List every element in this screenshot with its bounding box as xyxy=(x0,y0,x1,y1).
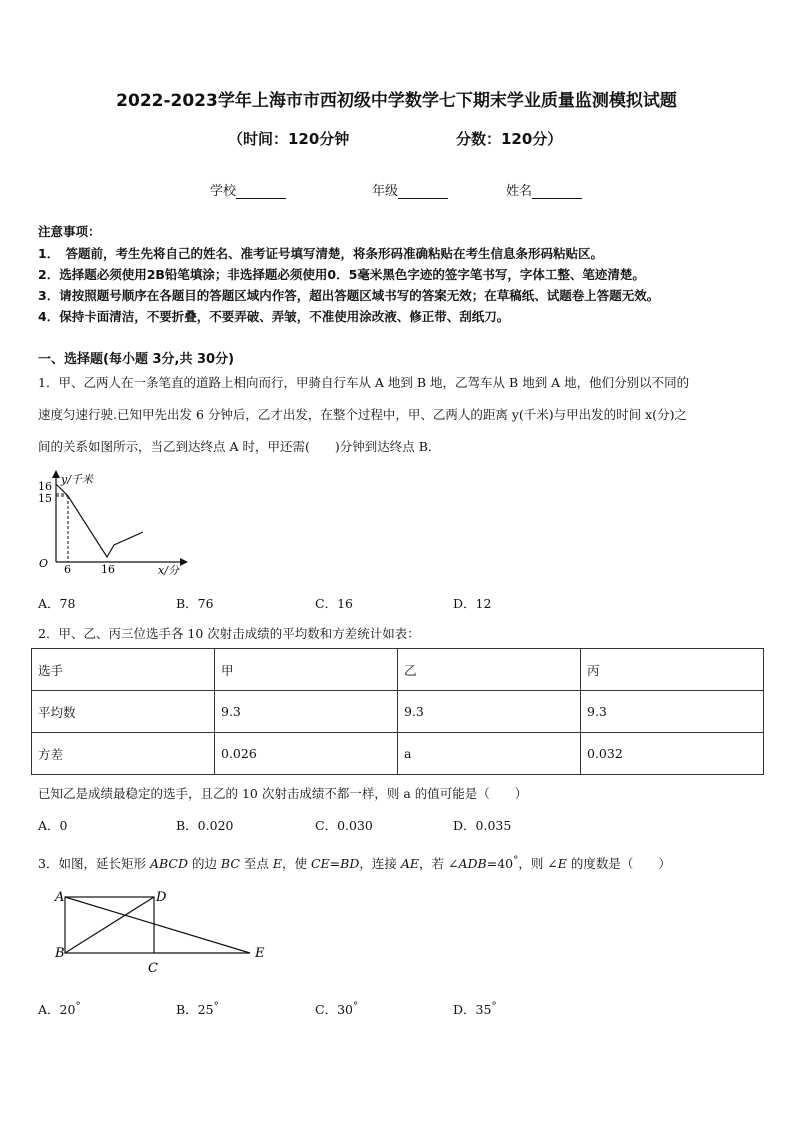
q3-text: 3．如图，延长矩形 xyxy=(38,856,150,872)
degree-mark: ° xyxy=(513,854,519,866)
page-title: 2022-2023学年上海市市西初级中学数学七下期末学业质量监测模拟试题 xyxy=(116,91,677,111)
q3-math: BD xyxy=(340,856,360,872)
option-value: A．20 xyxy=(38,1002,76,1018)
note-item: 3．请按照题号顺序在各题目的答题区域内作答，超出答题区域书写的答案无效；在草稿纸、试题卷上答题无效。 xyxy=(38,288,660,303)
y-axis-label: y/千米 xyxy=(61,473,93,486)
x-axis-label: x/分 xyxy=(158,564,179,577)
q3-math: CE xyxy=(310,856,330,872)
q3-text: ，连接 xyxy=(359,856,401,872)
q1-option-c: C．16 xyxy=(315,596,353,611)
degree-mark: ° xyxy=(352,1000,359,1012)
degree-mark: ° xyxy=(491,1000,497,1012)
degree-mark: ° xyxy=(213,1000,219,1012)
q3-math: ∠ADB xyxy=(448,856,487,872)
table-cell: 9.3 xyxy=(215,691,398,733)
name-field xyxy=(506,180,582,199)
full-score: 分数：120分） xyxy=(456,130,563,148)
q3-math: AE xyxy=(400,856,420,872)
option-value: C．30 xyxy=(315,1002,353,1018)
table-cell: 选手 xyxy=(32,649,215,691)
point-label-d: D xyxy=(156,890,167,905)
table-cell: 丙 xyxy=(581,649,764,691)
table-cell: 0.026 xyxy=(215,733,398,775)
q3-math: BC xyxy=(220,856,240,872)
point-label-b: B xyxy=(55,946,65,961)
table-cell: 0.032 xyxy=(581,733,764,775)
q3-option-c xyxy=(315,1000,358,1018)
q2-option-a: A．0 xyxy=(38,818,68,833)
table-cell: 9.3 xyxy=(398,691,581,733)
table-cell: 9.3 xyxy=(581,691,764,733)
option-value: B．25 xyxy=(176,1002,214,1018)
table-cell: 乙 xyxy=(398,649,581,691)
degree-mark: ° xyxy=(75,1000,81,1012)
q3-text: ，则 xyxy=(518,856,548,872)
point-label-c: C xyxy=(148,961,158,976)
q2-option-b: B．0.020 xyxy=(176,818,234,833)
q1-graph xyxy=(30,466,200,582)
q3-option-b xyxy=(176,1000,219,1018)
q3-figure xyxy=(50,884,280,976)
q3-option-d xyxy=(453,1000,497,1018)
section-heading: 一、选择题(每小题 3分,共 30分) xyxy=(38,352,235,367)
notes-heading: 注意事项： xyxy=(38,224,101,239)
q3-math: ABCD xyxy=(149,856,188,872)
q1-option-b: B．76 xyxy=(176,596,214,611)
q3-question xyxy=(38,854,671,872)
q1-option-a: A．78 xyxy=(38,596,76,611)
table-header-row xyxy=(32,649,764,691)
name-label: 姓名 xyxy=(506,184,533,199)
segment-ae xyxy=(65,897,250,953)
point-label-e: E xyxy=(255,946,265,961)
table-cell: 平均数 xyxy=(32,691,215,733)
note-item: 4．保持卡面清洁，不要折叠，不要弄破、弄皱，不准使用涂改液、修正带、刮纸刀。 xyxy=(38,309,510,324)
q3-text: 的边 xyxy=(187,856,221,872)
y-axis-arrow xyxy=(52,470,60,478)
q3-math-value: =40 xyxy=(486,856,514,872)
q2-option-d: D．0.035 xyxy=(453,818,512,833)
distance-line xyxy=(56,484,143,557)
grade-label: 年级 xyxy=(372,184,399,199)
q2-intro: 2．甲、乙、丙三位选手各 10 次射击成绩的平均数和方差统计如表： xyxy=(38,626,420,641)
origin-label: O xyxy=(39,557,49,570)
grade-blank xyxy=(398,184,448,199)
q1-text-line: 1．甲、乙两人在一条笔直的道路上相向而行，甲骑自行车从 A 地到 B 地，乙驾车从 B 地到 A 地，他们分别以不同的 xyxy=(38,375,690,390)
note-item: 2．选择题必须使用2B铅笔填涂；非选择题必须使用0．5毫米黑色字迹的签字笔书写，字体工整、笔迹清楚。 xyxy=(38,267,645,282)
time-limit: （时间：120分钟 xyxy=(228,130,350,148)
school-label: 学校 xyxy=(210,184,237,199)
q3-text: ，使 xyxy=(281,856,311,872)
q1-text-line: 速度匀速行驶.已知甲先出发 6 分钟后，乙才出发，在整个过程中，甲、乙两人的距离 y(千米)与甲出发的时间 x(分)之 xyxy=(38,407,687,422)
school-field xyxy=(210,180,286,199)
q1-text-line: 间的关系如图所示，当乙到达终点 A 时，甲还需( )分钟到达终点 B． xyxy=(38,439,441,454)
school-blank xyxy=(236,184,286,199)
diagonal-bd xyxy=(65,897,154,953)
y-tick-16: 16 xyxy=(38,480,52,493)
q3-text: 的度数是（ ） xyxy=(566,856,671,872)
point-label-a: A xyxy=(55,890,65,905)
q1-option-d: D．12 xyxy=(453,596,492,611)
grade-field xyxy=(372,180,448,199)
table-cell: 方差 xyxy=(32,733,215,775)
q3-math: ∠E xyxy=(547,856,567,872)
q3-option-a xyxy=(38,1000,81,1018)
option-value: D．35 xyxy=(453,1002,492,1018)
q2-question: 已知乙是成绩最稳定的选手，且乙的 10 次射击成绩不都一样，则 a 的值可能是（ ） xyxy=(38,786,528,801)
q3-text: ，若 xyxy=(419,856,448,872)
x-tick-6: 6 xyxy=(64,563,71,576)
table-cell: a xyxy=(398,733,581,775)
q3-math-eq: = xyxy=(329,856,341,872)
table-cell: 甲 xyxy=(215,649,398,691)
q3-math: E xyxy=(272,856,282,872)
name-blank xyxy=(532,184,582,199)
table-row xyxy=(32,691,764,733)
q3-text: 至点 xyxy=(239,856,273,872)
x-tick-16: 16 xyxy=(101,563,115,576)
table-row xyxy=(32,733,764,775)
y-tick-15: 15 xyxy=(38,492,52,505)
note-item: 1． 答题前，考生先将自己的姓名、准考证号填写清楚，将条形码准确粘贴在考生信息条形码粘贴区。 xyxy=(38,246,603,261)
q2-option-c: C．0.030 xyxy=(315,818,373,833)
q2-stats-table xyxy=(31,648,764,775)
x-axis-arrow xyxy=(180,558,188,566)
